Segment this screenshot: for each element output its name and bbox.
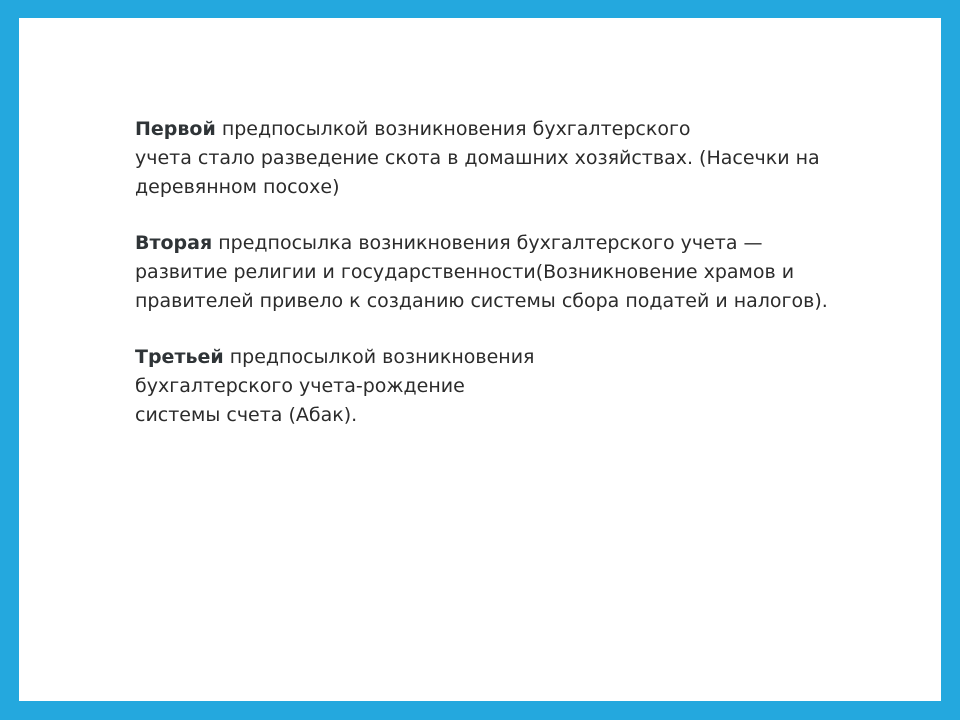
paragraph-line <box>135 115 895 144</box>
slide-canvas <box>19 18 941 701</box>
paragraph-line: правителей привело к созданию системы сбора податей и налогов). <box>135 290 828 312</box>
paragraph-line: системы счета (Абак). <box>135 404 358 426</box>
paragraph-first-premise <box>135 115 895 202</box>
emphasis-word: Вторая <box>135 232 213 254</box>
paragraph-line: деревянном посохе) <box>135 176 340 198</box>
emphasis-word: Третьей <box>135 346 224 368</box>
slide-content <box>135 115 895 457</box>
paragraph-line: развитие религии и государственности(Возникновение храмов и <box>135 261 795 283</box>
line-text: предпосылкой возникновения бухгалтерского <box>215 118 691 140</box>
line-text: предпосылкой возникновения <box>223 346 535 368</box>
paragraph-line: бухгалтерского учета-рождение <box>135 375 465 397</box>
paragraph-third-premise <box>135 343 895 430</box>
paragraph-second-premise <box>135 229 895 316</box>
paragraph-line <box>135 343 895 372</box>
paragraph-line <box>135 229 895 258</box>
line-text: предпосылка возникновения бухгалтерского учета — <box>212 232 763 254</box>
emphasis-word: Первой <box>135 118 216 140</box>
paragraph-line: учета стало разведение скота в домашних хозяйствах. (Насечки на <box>135 147 820 169</box>
